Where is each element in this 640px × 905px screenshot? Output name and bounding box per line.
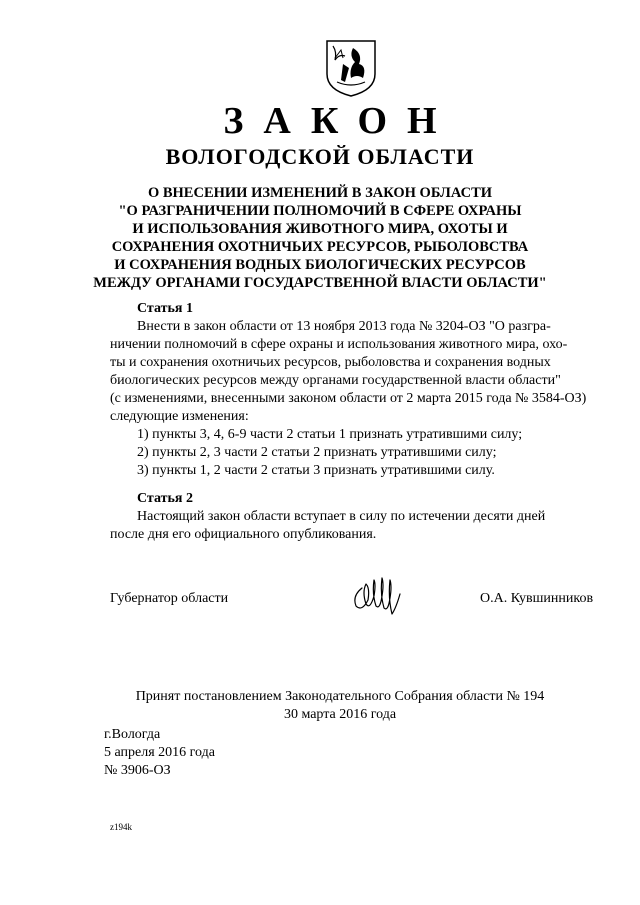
subject-line: МЕЖДУ ОРГАНАМИ ГОСУДАРСТВЕННОЙ ВЛАСТИ ОБЛАСТИ": [93, 275, 547, 291]
subject-line: СОХРАНЕНИЯ ОХОТНИЧЬИХ РЕСУРСОВ, РЫБОЛОВСТВА: [111, 239, 529, 255]
article-1-line: следующие изменения:: [110, 409, 249, 424]
subject-line: И ИСПОЛЬЗОВАНИЯ ЖИВОТНОГО МИРА, ОХОТЫ И: [132, 221, 508, 237]
article-1-line: биологических ресурсов между органами государственной власти области": [110, 373, 561, 388]
document-code: z194k: [110, 822, 132, 832]
article-1-item: 2) пункты 2, 3 части 2 статьи 2 признать утратившими силу;: [137, 445, 497, 460]
signatory-position: Губернатор области: [110, 591, 229, 606]
city: г.Вологда: [104, 727, 161, 742]
adoption-line: Принят постановлением Законодательного Собрания области № 194: [135, 689, 545, 704]
adoption-date: 30 марта 2016 года: [283, 707, 397, 722]
region-title: ВОЛОГОДСКОЙ ОБЛАСТИ: [165, 144, 475, 169]
coat-of-arms-emblem: [323, 38, 379, 98]
article-2-line: после дня его официального опубликования.: [110, 527, 377, 542]
article-2-line: Настоящий закон области вступает в силу по истечении десяти дней: [137, 509, 546, 524]
article-1-item: 3) пункты 1, 2 части 2 статьи 3 признать утратившими силу.: [137, 463, 495, 478]
article-1-line: ты и сохранения охотничьих ресурсов, рыболовства и сохранения водных: [110, 355, 551, 370]
law-subject-title: [0, 184, 640, 292]
article-1-heading: Статья 1: [137, 301, 193, 316]
subject-line: "О РАЗГРАНИЧЕНИИ ПОЛНОМОЧИЙ В СФЕРЕ ОХРАНЫ: [118, 203, 522, 219]
document-type-title: ЗАКОН: [223, 100, 457, 142]
subject-line: И СОХРАНЕНИЯ ВОДНЫХ БИОЛОГИЧЕСКИХ РЕСУРСОВ: [114, 257, 526, 273]
article-2-heading: Статья 2: [137, 491, 193, 506]
signing-date: 5 апреля 2016 года: [104, 745, 215, 760]
article-1-item: 1) пункты 3, 4, 6-9 части 2 статьи 1 признать утратившими силу;: [137, 427, 523, 442]
handwritten-signature: [348, 570, 408, 618]
law-number: № 3906-ОЗ: [104, 763, 171, 778]
signatory-name: О.А. Кувшинников: [480, 591, 594, 606]
article-1-line: ничении полномочий в сфере охраны и использования животного мира, охо-: [110, 337, 568, 352]
subject-line: О ВНЕСЕНИИ ИЗМЕНЕНИЙ В ЗАКОН ОБЛАСТИ: [147, 185, 493, 201]
article-1-line: Внести в закон области от 13 ноября 2013 года № 3204-ОЗ "О разгра-: [137, 319, 551, 334]
article-1-line: (с изменениями, внесенными законом области от 2 марта 2015 года № 3584-ОЗ): [110, 391, 587, 406]
